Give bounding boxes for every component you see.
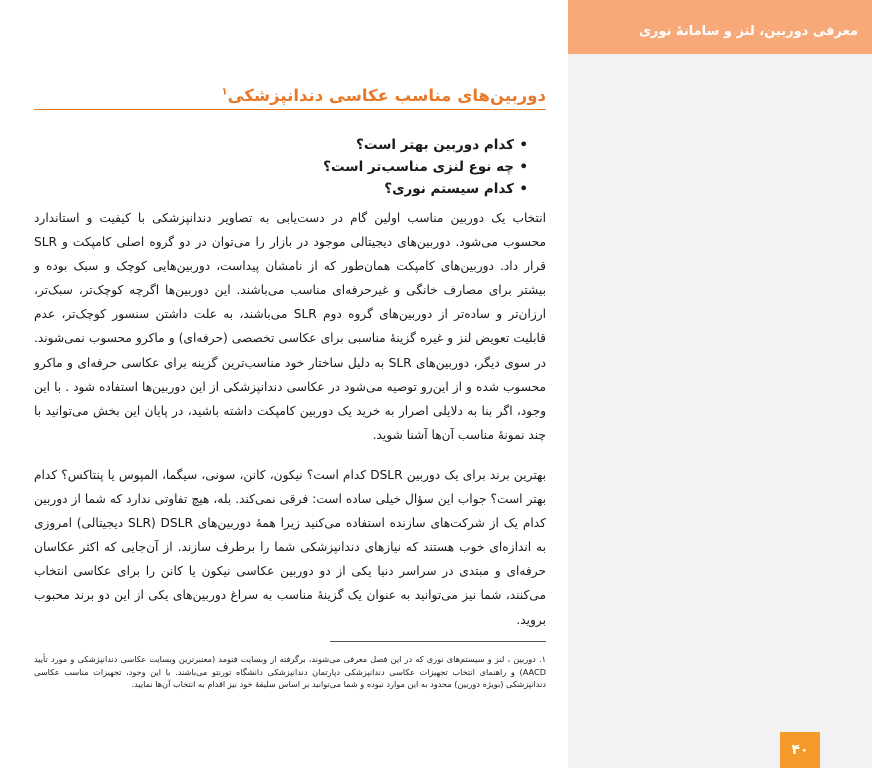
question-list (228, 134, 528, 200)
page-number: ۴۰ (780, 732, 820, 768)
footnote-text: ۱. دوربین ، لنز و سیستم‌های نوری که در این فصل معرفی می‌شوند، برگرفته از وبسایت فتومد (معتبرترین وبسایت عکاسی دندانپزشکی و مورد تأیید AACD) و راهنمای انتخاب تجهیزات عکاسی دندانپزشکی دپارتمان دندانپزشکی دانشگاه تورنتو می‌باشند. با این وجود، تجهیزات مناسب عکاسی دندانپزشکی (بویژه دوربین) محدود به این موارد نبوده و شما می‌توانید بر اساس سلیقهٔ خود نیز اقدام به انتخاب آن‌ها نمایید. (34, 654, 546, 690)
right-margin-panel (568, 0, 872, 768)
question-item: • چه نوع لنزی مناسب‌تر است؟ (228, 156, 528, 178)
question-item: • کدام سیستم نوری؟ (228, 178, 528, 200)
body-paragraph-1: انتخاب یک دوربین مناسب اولین گام در دست‌یابی به تصاویر دندانپزشکی با کیفیت و استاندارد محسوب می‌شود. دوربین‌های دیجیتالی موجود در بازار را می‌توان در دو گروه اصلی کامپکت و SLR قرار داد. دوربین‌های کامپکت همان‌طور که از نامشان پیداست، دوربین‌هایی کوچک و سبک بوده و بیشتر برای مصارف خانگی و غیرحرفه‌ای مناسب می‌باشند. این دوربین‌ها اگرچه کوچک‌تر، سبک‌تر، ارزان‌تر و ساده‌تر از دوربین‌های گروه دوم SLR می‌باشند، به علت داشتن سنسور کوچک‌تر، عدم قابلیت تعویض لنز و غیره گزینهٔ مناسبی برای عکاسی تخصصی (حرفه‌ای) و ماکرو محسوب نمی‌شوند. در سوی دیگر، دوربین‌های SLR به دلیل ساختار خود مناسب‌ترین گزینه برای عکاسی حرفه‌ای و ماکرو محسوب شده و از این‌رو توصیه می‌شود در عکاسی دندانپزشکی از این دوربین‌ها استفاده شود . با این وجود، اگر بنا به دلایلی اصرار به خرید یک دوربین کامپکت داشته باشید، در پایان این بخش می‌توانید با چند نمونهٔ مناسب آن‌ها آشنا شوید. (34, 211, 547, 442)
section-heading-text: دوربین‌های مناسب عکاسی دندانپزشکی (227, 86, 546, 105)
question-item: • کدام دوربین بهتر است؟ (228, 134, 528, 156)
chapter-header-band (568, 0, 872, 54)
body-paragraph-2: بهترین برند برای یک دوربین DSLR کدام است؟ نیکون، کانن، سونی، سیگما، المپوس یا پنتاکس؟ کدام بهتر است؟ جواب این سؤال خیلی ساده است: فرقی نمی‌کند. بله، هیچ تفاوتی ندارد که شما از دوربین کدام یک از شرکت‌های سازنده استفاده می‌کنید زیرا همهٔ دوربین‌های SLR) DSLR دیجیتالی) امروزی به اندازه‌ای خوب هستند که نیازهای دندانپزشکی شما را برطرف سازند. از آن‌جایی که اکثر عکاسان حرفه‌ای و مبتدی در سراسر دنیا یکی از دو دوربین عکاسی نیکون یا کانن را برای عکاسی انتخاب می‌کنند، شما نیز می‌توانید به عنوان یک گزینهٔ مناسب به سراغ دوربین‌های یکی از این دو برند محبوب بروید. (34, 468, 547, 627)
chapter-title: معرفی دوربین، لنز و سامانهٔ نوری (639, 24, 858, 39)
heading-underline (34, 109, 546, 110)
section-heading (222, 86, 546, 105)
footnote-divider (330, 641, 546, 642)
footnote-marker: ۱ (221, 86, 228, 98)
